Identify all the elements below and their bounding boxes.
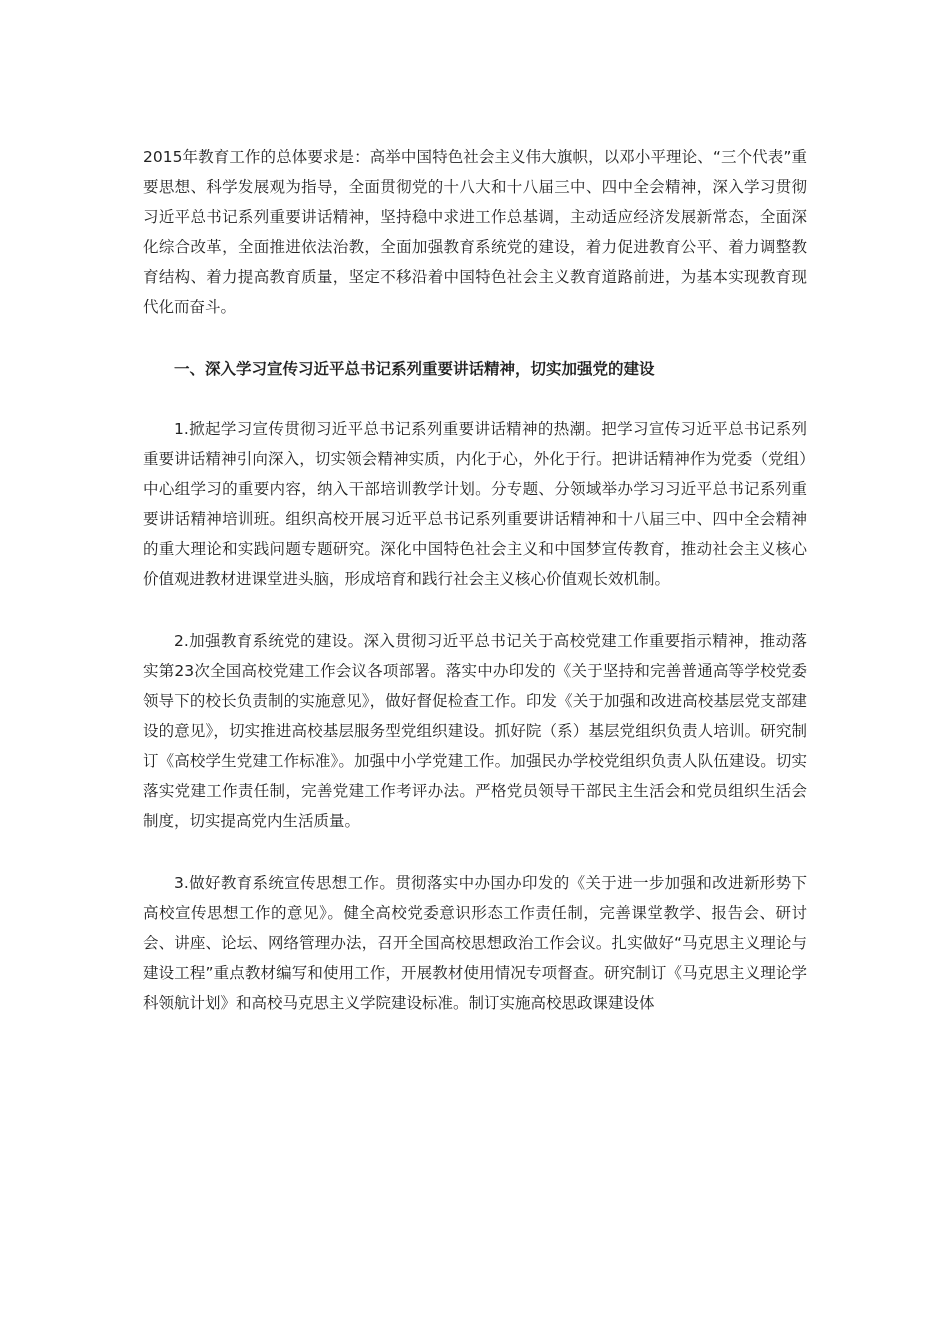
intro-paragraph: 2015年教育工作的总体要求是：高举中国特色社会主义伟大旗帜，以邓小平理论、“三个代表”重要思想、科学发展观为指导，全面贯彻党的十八大和十八届三中、四中全会精神，深入学习贯彻习近平总书记系列重要讲话精神，坚持稳中求进工作总基调，主动适应经济发展新常态，全面深化综合改革，全面推进依法治教，全面加强教育系统党的建设，着力促进教育公平、着力调整教育结构、着力提高教育质量，坚定不移沿着中国特色社会主义教育道路前进，为基本实现教育现代化而奋斗。 xyxy=(143,148,807,316)
section-1-heading: 一、深入学习宣传习近平总书记系列重要讲话精神，切实加强党的建设 xyxy=(174,360,655,378)
item-2-paragraph: 2.加强教育系统党的建设。深入贯彻习近平总书记关于高校党建工作重要指示精神，推动落实第23次全国高校党建工作会议各项部署。落实中办印发的《关于坚持和完善普通高等学校党委领导下的校长负责制的实施意见》，做好督促检查工作。印发《关于加强和改进高校基层党支部建设的意见》，切实推进高校基层服务型党组织建设。抓好院（系）基层党组织负责人培训。研究制订《高校学生党建工作标准》。加强中小学党建工作。加强民办学校党组织负责人队伍建设。切实落实党建工作责任制，完善党建工作考评办法。严格党员领导干部民主生活会和党员组织生活会制度，切实提高党内生活质量。 xyxy=(143,632,807,830)
document-body xyxy=(143,142,807,1050)
item-1-paragraph: 1.掀起学习宣传贯彻习近平总书记系列重要讲话精神的热潮。把学习宣传习近平总书记系列重要讲话精神引向深入，切实领会精神实质，内化于心，外化于行。把讲话精神作为党委（党组）中心组学习的重要内容，纳入干部培训教学计划。分专题、分领域举办学习习近平总书记系列重要讲话精神培训班。组织高校开展习近平总书记系列重要讲话精神和十八届三中、四中全会精神的重大理论和实践问题专题研究。深化中国特色社会主义和中国梦宣传教育，推动社会主义核心价值观进教材进课堂进头脑，形成培育和践行社会主义核心价值观长效机制。 xyxy=(143,420,807,588)
item-3-paragraph: 3.做好教育系统宣传思想工作。贯彻落实中办国办印发的《关于进一步加强和改进新形势下高校宣传思想工作的意见》。健全高校党委意识形态工作责任制，完善课堂教学、报告会、研讨会、讲座、论坛、网络管理办法，召开全国高校思想政治工作会议。扎实做好“马克思主义理论与建设工程”重点教材编写和使用工作，开展教材使用情况专项督查。研究制订《马克思主义理论学科领航计划》和高校马克思主义学院建设标准。制订实施高校思政课建设体 xyxy=(143,874,807,1012)
